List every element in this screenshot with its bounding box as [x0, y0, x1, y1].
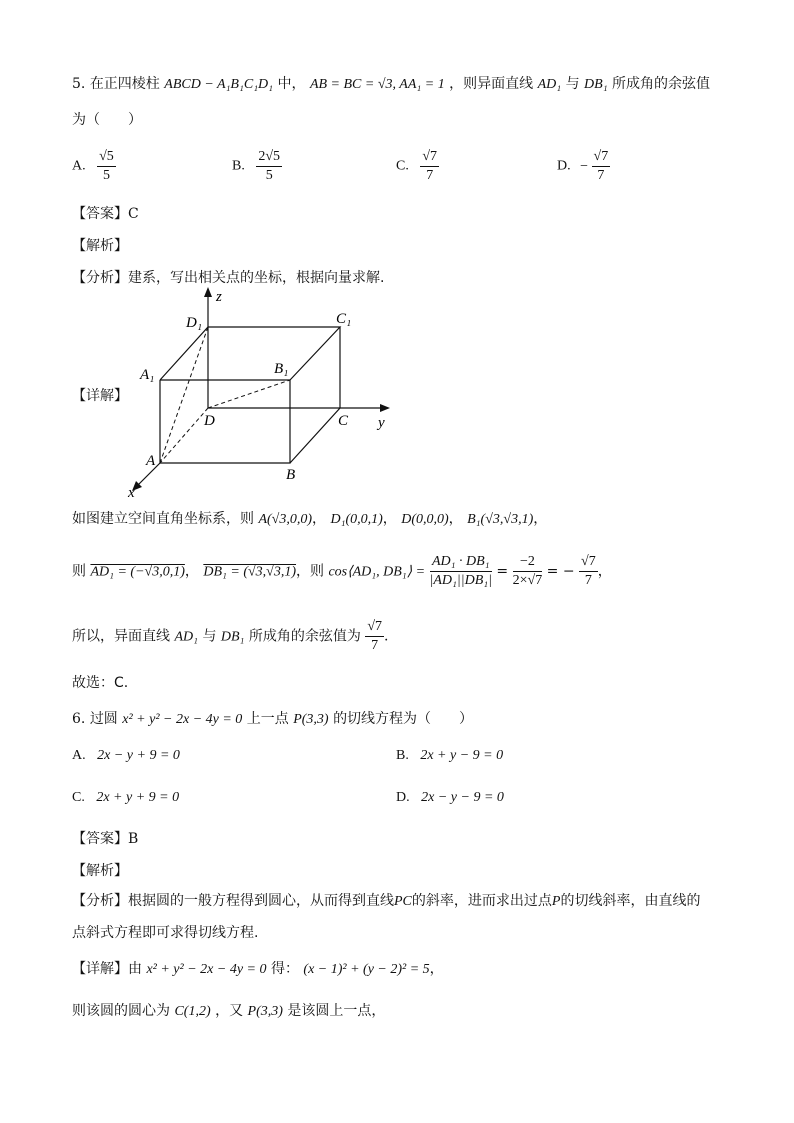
- option-label: C.: [396, 158, 409, 174]
- q6-stem: [72, 708, 473, 728]
- label-x: x: [128, 485, 135, 501]
- standard-equation: (x − 1)² + (y − 2)² = 5: [303, 962, 430, 977]
- y-arrow: [380, 404, 390, 412]
- fraction-denominator: 7: [584, 573, 592, 588]
- analysis-head: 【分析】: [72, 270, 128, 286]
- vector-db1: DB₁ = (√3,√3,1): [203, 564, 297, 580]
- conclusion-fraction: [365, 618, 384, 655]
- analysis-text: 根据圆的一般方程得到圆心，从而得到直线: [128, 893, 394, 909]
- q6-stem-text: 过圆: [89, 711, 118, 727]
- q5-stem-text: 在正四棱柱: [89, 76, 160, 92]
- z-arrow: [204, 287, 212, 297]
- segment-db1: [208, 380, 290, 408]
- point-p: P: [551, 894, 561, 909]
- prism-figure: [120, 283, 400, 503]
- fraction-numerator: √7: [579, 553, 598, 572]
- analysis-text: 建系，写出相关点的坐标，根据向量求解.: [128, 270, 385, 286]
- q5-analysis-tag: 【解析】: [72, 238, 128, 254]
- q6-point: P(3,3): [293, 712, 329, 727]
- q5-stem-text: 与: [565, 76, 580, 92]
- separator: ，: [312, 511, 327, 527]
- cos-fraction: [430, 553, 492, 590]
- answer-value: B: [128, 831, 139, 847]
- equals-minus: = −: [546, 563, 575, 580]
- fraction-denominator: 5: [102, 168, 110, 183]
- q5-option-a: [72, 148, 116, 185]
- analysis-text: 的切线斜率，由直线的: [560, 893, 701, 909]
- q5-number: 5.: [72, 76, 86, 92]
- point-p: P(3,3): [247, 1004, 283, 1019]
- fraction-numerator: −2: [513, 553, 543, 572]
- option-label: B.: [396, 748, 409, 763]
- label-d: D: [204, 413, 215, 429]
- option-label: A.: [72, 158, 86, 174]
- answer-value: C: [128, 206, 139, 222]
- conclusion-text: 所以，异面直线: [72, 628, 170, 645]
- q6-answer: [72, 828, 138, 848]
- fraction-numerator: √5: [97, 148, 116, 167]
- q5-prism: ABCD − A₁B₁C₁D₁: [164, 77, 274, 92]
- q5-answer: [72, 203, 139, 223]
- fraction-numerator: √7: [592, 148, 611, 167]
- q6-center: [72, 1000, 385, 1020]
- label-d1: D₁: [186, 315, 203, 331]
- option-label: D.: [396, 790, 410, 805]
- separator: ，: [597, 563, 612, 580]
- q6-stem-text: 上一点: [246, 711, 289, 727]
- option-fraction: [592, 148, 611, 185]
- q6-option-d: [396, 790, 504, 806]
- right-face: [290, 327, 340, 463]
- q5-stem-line1: [72, 73, 710, 93]
- coord-d1: D₁(0,0,1): [330, 512, 383, 527]
- answer-tag: 【答案】: [72, 831, 128, 847]
- option-label: C.: [72, 790, 85, 805]
- q5-option-d: [557, 148, 610, 185]
- separator: ，: [429, 961, 444, 977]
- q6-option-a: [72, 748, 180, 764]
- q5-vectors: 则 AD₁ = (−√3,0,1)， DB₁ = (√3,√3,1)，则 cos⟨AD₁, DB₁⟩ = $\frac{\text{AD₁ · DB₁}}{\text{|AD₁||DB₁|}}$ = $\frac{-2}{2\times√7}$ = − $\frac{√7}{7}$ ，: [72, 554, 612, 588]
- fraction-denominator: 7: [426, 168, 434, 183]
- center-text: 是该圆上一点，: [287, 1003, 386, 1019]
- vector-ad1: AD₁ = (−√3,0,1): [90, 564, 185, 580]
- option-equation: 2x + y − 9 = 0: [420, 748, 504, 763]
- option-equation: 2x + y + 9 = 0: [96, 790, 180, 805]
- label-a1: A₁: [140, 367, 155, 383]
- fraction-denominator: |AD₁||DB₁|: [429, 573, 492, 588]
- coords-text: 如图建立空间直角坐标系，则: [72, 511, 254, 527]
- q6-option-b: [396, 748, 503, 764]
- q5-line-ad1: AD₁: [537, 77, 562, 92]
- label-a: A: [146, 453, 156, 469]
- detail-text: 得：: [270, 961, 299, 977]
- label-b: B: [286, 467, 296, 483]
- separator: ，: [184, 563, 199, 580]
- value-fraction: [513, 553, 543, 590]
- q5-line-db1: DB₁: [584, 77, 608, 92]
- q5-condition: AB = BC = √3, AA₁ = 1: [309, 77, 445, 92]
- fraction-numerator: AD₁ · DB₁: [430, 553, 492, 572]
- conclusion-text: 所成角的余弦值为: [248, 628, 361, 645]
- center-text: ，又: [215, 1003, 244, 1019]
- q5-choose: 故选：C.: [72, 675, 129, 691]
- coord-b1: B₁(√3,√3,1): [467, 512, 534, 527]
- separator: ，: [382, 511, 397, 527]
- period: .: [384, 628, 389, 645]
- q5-stem-text: 中，: [277, 76, 306, 92]
- q6-analysis-tag: 【解析】: [72, 863, 128, 879]
- cos-lhs: cos⟨AD₁, DB₁⟩ =: [328, 564, 426, 580]
- q5-option-b: [232, 148, 282, 185]
- result-fraction: [579, 553, 598, 590]
- line-pc: PC: [394, 894, 412, 909]
- label-y: y: [378, 415, 385, 431]
- coord-d: D(0,0,0): [401, 512, 449, 527]
- q5-stem-text: 所成角的余弦值: [612, 76, 711, 92]
- detail-head: 【详解】: [72, 961, 128, 977]
- option-label: D.: [557, 158, 571, 174]
- q5-coords: [72, 508, 547, 528]
- analysis-head: 【分析】: [72, 893, 128, 909]
- q6-number: 6.: [72, 711, 86, 727]
- top-face: [160, 327, 340, 380]
- q5-detail-head: 【详解】: [72, 388, 128, 404]
- q5-stem-line2: 为（ ）: [72, 112, 142, 128]
- fraction-numerator: √7: [365, 618, 384, 637]
- label-c1: C₁: [336, 311, 352, 327]
- answer-tag: 【答案】: [72, 206, 128, 222]
- center-text: 则该圆的圆心为: [72, 1003, 170, 1019]
- then-text: ，则: [296, 563, 325, 580]
- option-label: A.: [72, 748, 86, 763]
- label-b1: B₁: [274, 361, 289, 377]
- then-text: 则: [72, 563, 86, 580]
- option-label: B.: [232, 158, 245, 174]
- q6-option-c: [72, 790, 179, 806]
- q5-stem-text: ，则异面直线: [449, 76, 534, 92]
- detail-equation: x² + y² − 2x − 4y = 0: [146, 962, 267, 977]
- separator: ，: [533, 511, 548, 527]
- fraction-denominator: 7: [371, 638, 379, 653]
- fraction-numerator: √7: [420, 148, 439, 167]
- separator: ，: [448, 511, 463, 527]
- q6-detail: [72, 958, 444, 978]
- option-fraction: [256, 148, 282, 185]
- fraction-denominator: 2×√7: [512, 573, 543, 588]
- front-face: [160, 380, 290, 463]
- label-z: z: [216, 289, 222, 305]
- analysis-text: 的斜率，进而求出过点: [411, 893, 552, 909]
- option-sign: −: [580, 158, 589, 174]
- conclusion-text: 与: [202, 628, 217, 645]
- segment-ad1: [160, 327, 208, 463]
- q5-conclusion: [72, 618, 388, 655]
- q6-circle-equation: x² + y² − 2x − 4y = 0: [122, 712, 243, 727]
- fraction-denominator: 5: [265, 168, 273, 183]
- center-point: C(1,2): [174, 1004, 211, 1019]
- coord-a: A(√3,0,0): [258, 512, 313, 527]
- q6-analysis-line1: [72, 890, 700, 910]
- fraction-denominator: 7: [597, 168, 605, 183]
- line-db1: DB₁: [220, 629, 245, 645]
- q6-analysis-line2: 点斜式方程即可求得切线方程.: [72, 925, 259, 941]
- option-fraction: [420, 148, 439, 185]
- q5-option-c: [396, 148, 439, 185]
- edge-da: [160, 408, 208, 463]
- option-equation: 2x − y + 9 = 0: [97, 748, 180, 763]
- option-fraction: [97, 148, 116, 185]
- detail-text: 由: [128, 961, 142, 977]
- q6-stem-text: 的切线方程为（ ）: [333, 711, 474, 727]
- label-c: C: [338, 413, 349, 429]
- option-equation: 2x − y − 9 = 0: [421, 790, 504, 805]
- line-ad1: AD₁: [174, 629, 198, 645]
- fraction-numerator: 2√5: [256, 148, 282, 167]
